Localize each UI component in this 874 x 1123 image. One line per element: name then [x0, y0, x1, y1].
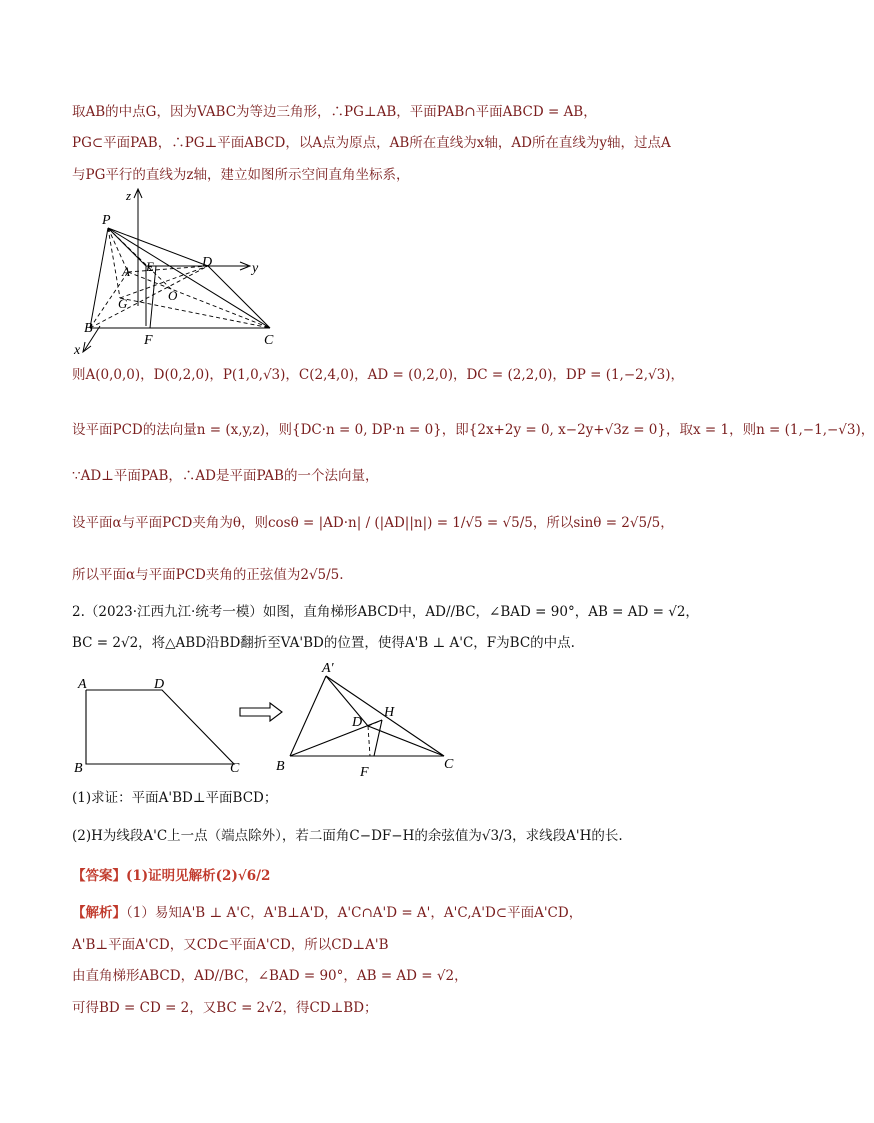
dashed-AC: [128, 272, 270, 328]
label-F: F: [144, 333, 153, 348]
edge-HF: [374, 720, 382, 756]
edge-EF2: [150, 266, 156, 328]
label-A: A: [122, 264, 130, 279]
analysis-tag: 【解析】: [72, 905, 126, 921]
solution-line-4: 则A(0,0,0)，D(0,2,0)，P(1,0,√3)，C(2,4,0)，AD = (0,2,0)，DC = (2,2,0)，DP = (1,−2,√3)，: [72, 367, 685, 383]
label-fold-C: C: [444, 757, 454, 772]
pyramid-figure: [70, 186, 274, 358]
edge-PB: [90, 228, 108, 328]
answer-text: (1)证明见解析(2)√6/2: [126, 868, 271, 884]
analysis-line-1: [72, 903, 582, 923]
label-O: O: [168, 288, 178, 303]
label-C: C: [264, 333, 274, 348]
analysis-text-1: （1）易知A'B ⊥ A'C，A'B⊥A'D，A'C∩A'D = A'，A'C,A'D⊂平面A'CD，: [126, 905, 583, 921]
label-fold-D: D: [352, 715, 363, 730]
answer-line: [72, 866, 270, 886]
label-fold-A1: A′: [322, 661, 334, 676]
label-G: G: [118, 296, 128, 311]
solution-line-7: 设平面α与平面PCD夹角为θ，则cosθ = |AD·n| / (|AD||n|) = 1/√5 = √5/5，所以sinθ = 2√5/5，: [72, 515, 674, 531]
solution-line-2: PG⊂平面PAB，∴PG⊥平面ABCD，以A点为原点，AB所在直线为x轴，AD所在直线为y轴，过点A: [72, 135, 671, 151]
question-2-part-2: (2)H为线段A'C上一点（端点除外），若二面角C−DF−H的余弦值为√3/3，求线段A'H的长.: [72, 828, 623, 844]
question-2-condition: BC = 2√2，将△ABD沿BD翻折至VA'BD的位置，使得A'B ⊥ A'C，F为BC的中点.: [72, 635, 575, 651]
solution-line-3: 与PG平行的直线为z轴，建立如图所示空间直角坐标系，: [72, 167, 410, 183]
folded-figure: [274, 660, 464, 780]
label-y: y: [252, 261, 259, 276]
solution-line-1: 取AB的中点G，因为VABC为等边三角形，∴PG⊥AB，平面PAB∩平面ABCD = AB，: [72, 104, 597, 120]
dashed-DF: [368, 726, 370, 756]
label-B: B: [84, 321, 93, 336]
label-fold-B: B: [276, 759, 285, 774]
label-fold-F: F: [360, 765, 369, 780]
analysis-line-2: A'B⊥平面A'CD，又CD⊂平面A'CD，所以CD⊥A'B: [72, 937, 389, 953]
question-2-stem: 2.（2023·江西九江·统考一模）如图，直角梯形ABCD中，AD//BC，∠BAD = 90°，AB = AD = √2，: [72, 604, 699, 620]
label-E: E: [146, 259, 154, 274]
label-D: D: [202, 255, 213, 270]
dashed-GC: [120, 298, 270, 328]
label-x: x: [74, 343, 81, 358]
label-trap-A: A: [78, 677, 87, 692]
dashed-AD: [128, 266, 208, 272]
solution-line-8: 所以平面α与平面PCD夹角的正弦值为2√5/5.: [72, 567, 344, 583]
label-fold-H: H: [384, 705, 395, 720]
analysis-line-3: 由直角梯形ABCD，AD//BC，∠BAD = 90°，AB = AD = √2，: [72, 968, 468, 984]
analysis-line-4: 可得BD = CD = 2，又BC = 2√2，得CD⊥BD；: [72, 1000, 378, 1016]
label-trap-C: C: [230, 761, 240, 776]
solution-line-6: ∵AD⊥平面PAB，∴AD是平面PAB的一个法向量，: [72, 468, 379, 484]
label-z: z: [126, 188, 132, 203]
label-trap-B: B: [74, 761, 83, 776]
answer-tag: 【答案】: [72, 868, 126, 884]
solution-line-5: 设平面PCD的法向量n = (x,y,z)，则{DC·n = 0, DP·n = 0}，即{2x+2y = 0, x−2y+√3z = 0}，取x = 1，则n = (1,−1,−√3)，: [72, 422, 874, 438]
label-P: P: [102, 213, 111, 228]
dashed-BD: [90, 266, 208, 328]
label-trap-D: D: [154, 677, 165, 692]
edge-DC: [208, 266, 270, 328]
edge-PC: [108, 228, 270, 328]
question-2-part-1: (1)求证：平面A'BD⊥平面BCD；: [72, 790, 278, 806]
trapezoid-figure: [72, 672, 252, 776]
trapezoid-ABCD: [86, 690, 234, 764]
